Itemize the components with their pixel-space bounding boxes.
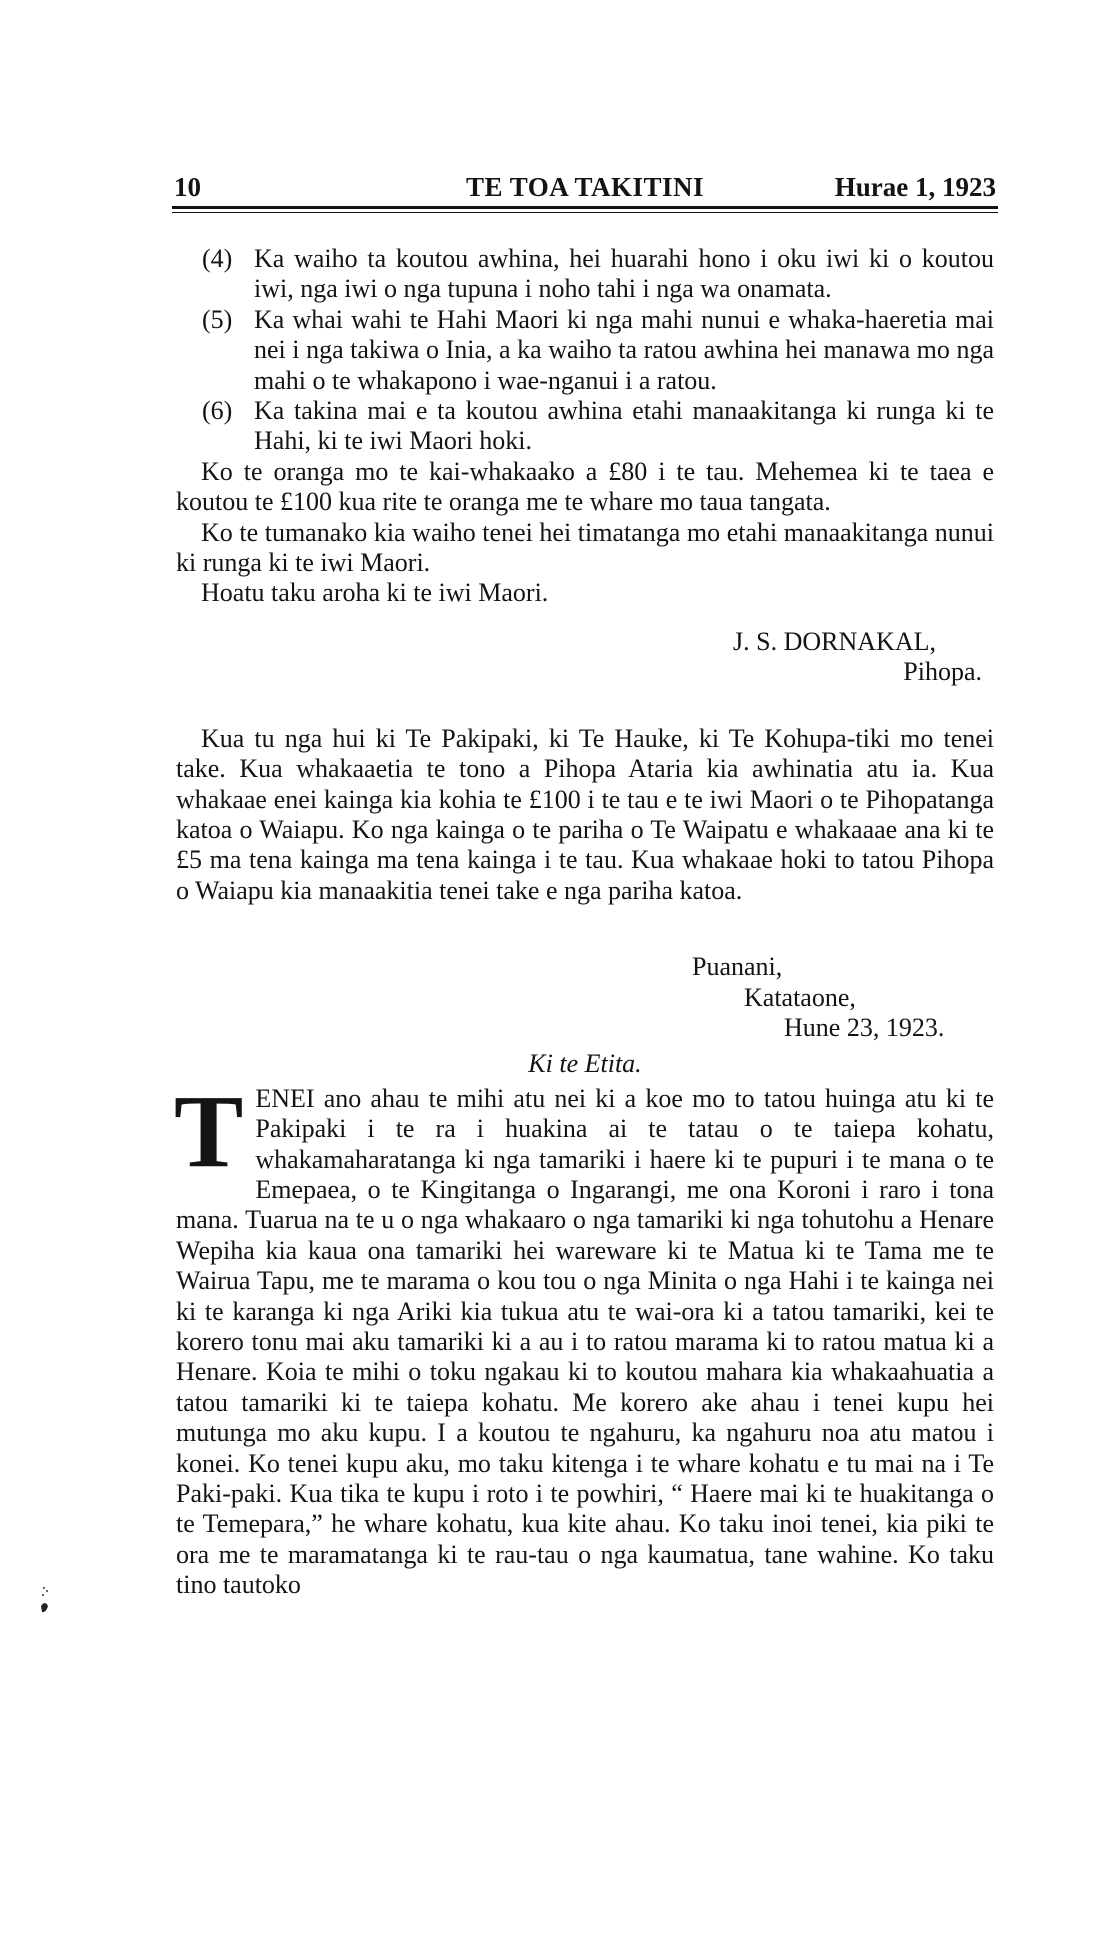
paragraph: Ko te oranga mo te kai-whakaako a £80 i te tau. Mehemea ki te taea e koutou te £100 kua rite te oranga me te whare mo taua tangata.: [176, 456, 994, 517]
ink-smudge-mark: [38, 1582, 52, 1616]
header-rule-thick: [172, 206, 998, 209]
letter-place: Katataone,: [744, 982, 856, 1012]
list-item: [176, 305, 994, 396]
paragraph: Ko te tumanako kia waiho tenei hei timatanga mo etahi manaakitanga nunui ki runga ki te iwi Maori.: [176, 517, 994, 578]
page-header: [174, 170, 996, 206]
letter-heading: Ki te Etita.: [528, 1049, 642, 1079]
header-rule-thin: [172, 212, 998, 213]
letter-body: [174, 1073, 994, 1601]
page-number: 10: [174, 172, 201, 202]
issue-date: Hurae 1, 1923: [834, 172, 996, 202]
list-item-number: (5): [202, 304, 233, 334]
list-item: [176, 244, 994, 305]
letter-text: ENEI ano ahau te mihi atu nei ki a koe mo to tatou huinga atu ki te Pakipaki i te ra i huakina ai te tatau o te taiepa kohatu, whakamaharatanga ki nga tamariki i haere ki te pupuri i te mana o te Emepaea, o te Kingitanga o Ingarangi, me ona Koroni i raro i tona mana. Tuarua na te u o nga whakaaro o nga tamariki ki nga tohutohu a Henare Wepiha kia kaua ona tamariki hei wareware ki te Matua ki te Tama me te Wairua Tapu, me te marama o kou tou o nga Minita o nga Hahi i te kainga nei ki te karanga ki nga Ariki kia tukua atu te wai-ora ki a tatou tamariki, kei te korero tonu mai aku tamariki ki a au i to ratou marama ki to ratou matua ki a Henare. Koia te mihi o toku ngakau ki to koutou mahara kia whakaahuatia a tatou tamariki ki te taiepa kohatu. Me korero ake ahau i tenei kupu hei mutunga mo aku kupu. I a koutou te ngahuru, ka ngahuru noa atu matou i konei. Ko tenei kupu aku, mo taku kitenga i te whare kohatu e tu mai na i Te Paki-paki. Kua tika te kupu i roto i te powhiri, “ Haere mai ki te huakitanga o te Temepara,” he whare kohatu, kua kite ahau. Ko taku inoi tenei, kia piki te ora me te maramatanga ki te rau-tau o nga kaumatua, tane wahine. Ko taku tino tautoko: [176, 1083, 994, 1600]
list-item-number: (6): [202, 396, 233, 426]
list-item: [176, 396, 994, 457]
signature-title: Pihopa.: [903, 657, 982, 687]
signature-name: J. S. DORNAKAL,: [733, 626, 936, 656]
drop-cap: T: [174, 1073, 244, 1189]
letter-place: Puanani,: [692, 952, 783, 982]
paragraph: Kua tu nga hui ki Te Pakipaki, ki Te Hauke, ki Te Kohupa-tiki mo tenei take. Kua whakaaetia te tono a Pihopa Ataria kia awhinatia atu ia. Kua whakaae enei kainga kia kohia te £100 i te tau e te iwi Maori o te Pihopatanga katoa o Waiapu. Ko nga kainga o te pariha o Te Waipatu e whakaaae ana ki te £5 ma tena kainga ma tena kainga i te tau. Kua whakaae hoki to tatou Pihopa o Waiapu kia manaakitia tenei take e nga pariha katoa.: [176, 723, 994, 905]
article-body: [176, 244, 994, 1601]
spacer: [176, 688, 994, 724]
list-item-text: Ka waiho ta koutou awhina, hei huarahi hono i oku iwi ki o koutou iwi, nga iwi o nga tupuna i noho tahi i nga wa onamata.: [254, 244, 994, 304]
paragraph: Hoatu taku aroha ki te iwi Maori.: [201, 578, 549, 608]
list-item-text: Ka whai wahi te Hahi Maori ki nga mahi nunui e whaka-haeretia mai nei i nga takiwa o Inia, a ka waiho ta ratou awhina hei manawa mo nga mahi o te whakapono i wae-nganui i a ratou.: [254, 304, 994, 395]
list-item-number: (4): [202, 244, 233, 273]
publication-title: TE TOA TAKITINI: [465, 172, 705, 202]
list-item-text: Ka takina mai e ta koutou awhina etahi manaakitanga ki runga ki te Hahi, ki te iwi Maori hoki.: [254, 396, 994, 456]
letter-date: Hune 23, 1923.: [784, 1012, 945, 1042]
